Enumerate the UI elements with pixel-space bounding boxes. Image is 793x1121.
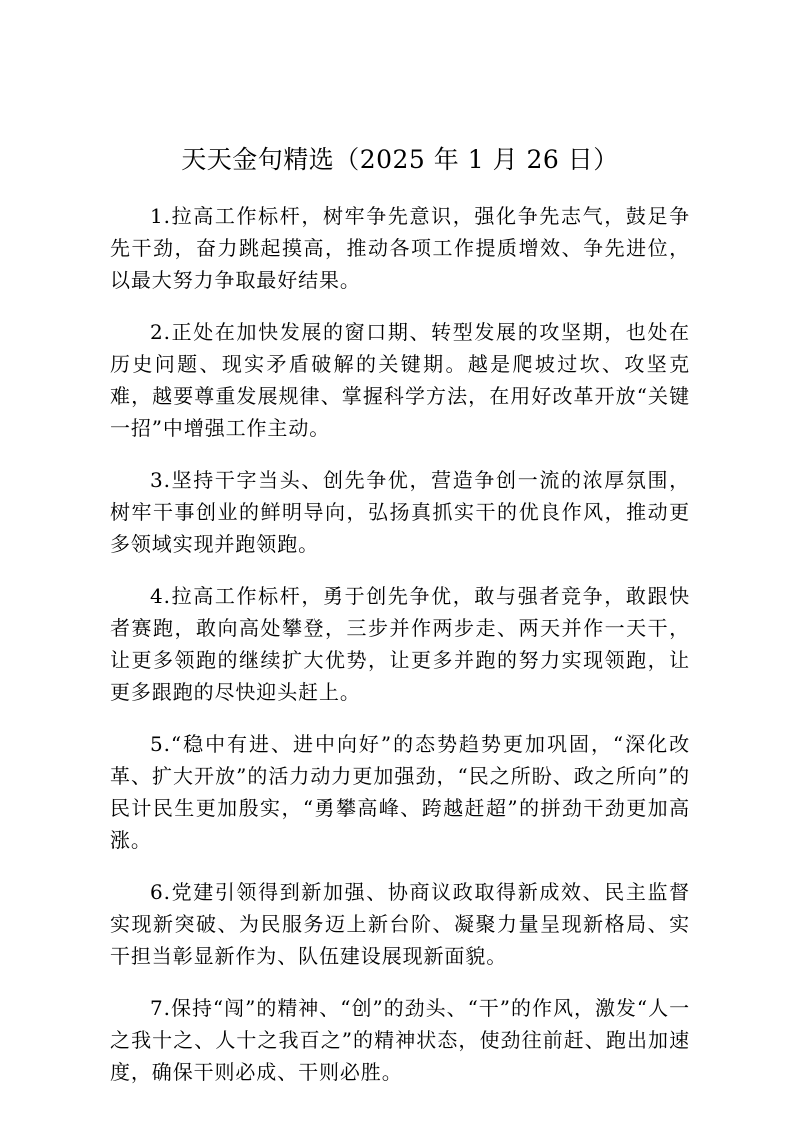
quote-paragraph-2: 2.正处在加快发展的窗口期、转型发展的攻坚期，也处在历史问题、现实矛盾破解的关键期。越是爬坡过坎、攻坚克难，越要尊重发展规律、掌握科学方法，在用好改革开放“关键一招”中增强工作主动。	[110, 320, 690, 440]
quote-paragraph-7: 7.保持“闯”的精神、“创”的劲头、“干”的作风，激发“人一之我十之、人十之我百之”的精神状态，使劲往前赶、跑出加速度，确保干则必成、干则必胜。	[110, 996, 690, 1084]
quote-paragraph-5: 5.“稳中有进、进中向好”的态势趋势更加巩固，“深化改革、扩大开放”的活力动力更加强劲，“民之所盼、政之所向”的民计民生更加殷实，“勇攀高峰、跨越赶超”的拼劲干劲更加高涨。	[110, 732, 690, 852]
quote-paragraph-4: 4.拉高工作标杆，勇于创先争优，敢与强者竞争，敢跟快者赛跑，敢向高处攀登，三步并作两步走、两天并作一天干，让更多领跑的继续扩大优势，让更多并跑的努力实现领跑，让更多跟跑的尽快迎头赶上。	[110, 584, 690, 704]
document-title: 天天金句精选（2025 年 1 月 26 日）	[181, 145, 619, 174]
document-page	[110, 140, 690, 1108]
quote-paragraph-6: 6.党建引领得到新加强、协商议政取得新成效、民主监督实现新突破、为民服务迈上新台阶、凝聚力量呈现新格局、实干担当彰显新作为、队伍建设展现新面貌。	[110, 880, 690, 968]
quote-paragraph-1: 1.拉高工作标杆，树牢争先意识，强化争先志气，鼓足争先干劲，奋力跳起摸高，推动各项工作提质增效、争先进位，以最大努力争取最好结果。	[110, 204, 690, 292]
quote-paragraph-3: 3.坚持干字当头、创先争优，营造争创一流的浓厚氛围，树牢干事创业的鲜明导向，弘扬真抓实干的优良作风，推动更多领域实现并跑领跑。	[110, 468, 690, 556]
